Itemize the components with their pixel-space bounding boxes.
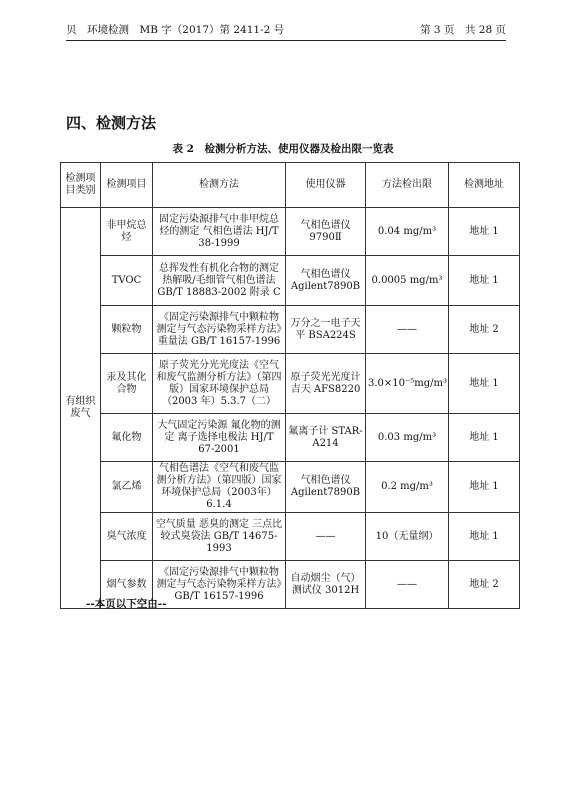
header-instrument: 使用仪器 [286, 163, 366, 208]
method-cell: 空气质量 恶臭的测定 三点比较式臭袋法 GB/T 14675-1993 [153, 513, 286, 561]
instrument-cell: 万分之一电子天平 BSA224S [286, 306, 366, 354]
limit-cell: —— [366, 561, 449, 609]
table-row [61, 513, 520, 561]
method-cell: 《固定污染源排气中颗粒物测定与气态污染物采样方法》重量法 GB/T 16157-1996 [153, 306, 286, 354]
instrument-cell: 氟离子计 STAR-A214 [286, 414, 366, 462]
table-row [61, 462, 520, 513]
section-title: 四、检测方法 [66, 114, 157, 132]
header-site: 检测地址 [449, 163, 520, 208]
item-cell: 非甲烷总烃 [101, 208, 153, 256]
item-cell: 氟化物 [101, 414, 153, 462]
site-cell: 地址 1 [449, 208, 520, 256]
table-caption: 表 2 检测分析方法、使用仪器及检出限一览表 [172, 143, 394, 155]
limit-cell: —— [366, 306, 449, 354]
site-cell: 地址 1 [449, 256, 520, 306]
table-row [61, 306, 520, 354]
method-cell: 《固定污染源排气中颗粒物测定与气态污染物采样方法》GB/T 16157-1996 [153, 561, 286, 609]
page-number: 第 3 页 共 28 页 [420, 24, 506, 36]
header-method: 检测方法 [153, 163, 286, 208]
table-header-row [61, 163, 520, 208]
limit-cell: 0.03 mg/m³ [366, 414, 449, 462]
limit-cell: 0.2 mg/m³ [366, 462, 449, 513]
instrument-cell: 自动烟尘（气）测试仪 3012H [286, 561, 366, 609]
limit-cell: 3.0×10⁻⁵mg/m³ [366, 354, 449, 414]
table-row [61, 208, 520, 256]
instrument-cell: 气相色谱仪 Agilent7890B [286, 462, 366, 513]
instrument-cell: 气相色谱仪 9790Ⅱ [286, 208, 366, 256]
method-cell: 固定污染源排气中非甲烷总烃的测定 气相色谱法 HJ/T 38-1999 [153, 208, 286, 256]
method-cell: 原子荧光分光光度法《空气和废气监测分析方法》（第四版）国家环境保护总局（2003 年）5.3.7（二） [153, 354, 286, 414]
table-row [61, 354, 520, 414]
site-cell: 地址 1 [449, 513, 520, 561]
limit-cell: 0.0005 mg/m³ [366, 256, 449, 306]
item-cell: 颗粒物 [101, 306, 153, 354]
item-cell: 氯乙烯 [101, 462, 153, 513]
site-cell: 地址 2 [449, 561, 520, 609]
instrument-cell: 原子荧光光度计吉天 AFS8220 [286, 354, 366, 414]
end-note: --本页以下空白-- [86, 598, 167, 610]
item-cell: 汞及其化合物 [101, 354, 153, 414]
limit-cell: 0.04 mg/m³ [366, 208, 449, 256]
site-cell: 地址 1 [449, 462, 520, 513]
method-cell: 气相色谱法《空气和废气监测分析方法》（第四版）国家环境保护总局（2003年）6.1.4 [153, 462, 286, 513]
method-cell: 大气固定污染源 氟化物的测定 离子选择电极法 HJ/T 67-2001 [153, 414, 286, 462]
header-category: 检测项目类别 [61, 163, 101, 208]
category-cell: 有组织废气 [61, 208, 101, 609]
report-number: 贝 环境检测 MB 字（2017）第 2411-2 号 [66, 24, 285, 36]
method-cell: 总挥发性有机化合物的测定 热解吸/毛细管气相色谱法 GB/T 18883-2002 附录 C [153, 256, 286, 306]
instrument-cell: 气相色谱仪 Agilent7890B [286, 256, 366, 306]
site-cell: 地址 1 [449, 414, 520, 462]
header-limit: 方法检出限 [366, 163, 449, 208]
instrument-cell: —— [286, 513, 366, 561]
table-row [61, 414, 520, 462]
item-cell: 烟气参数 [101, 561, 153, 609]
item-cell: TVOC [101, 256, 153, 306]
table-row [61, 256, 520, 306]
limit-cell: 10（无量纲） [366, 513, 449, 561]
item-cell: 臭气浓度 [101, 513, 153, 561]
site-cell: 地址 2 [449, 306, 520, 354]
site-cell: 地址 1 [449, 354, 520, 414]
page-header [66, 22, 506, 41]
header-item: 检测项目 [101, 163, 153, 208]
methods-table [60, 162, 520, 609]
